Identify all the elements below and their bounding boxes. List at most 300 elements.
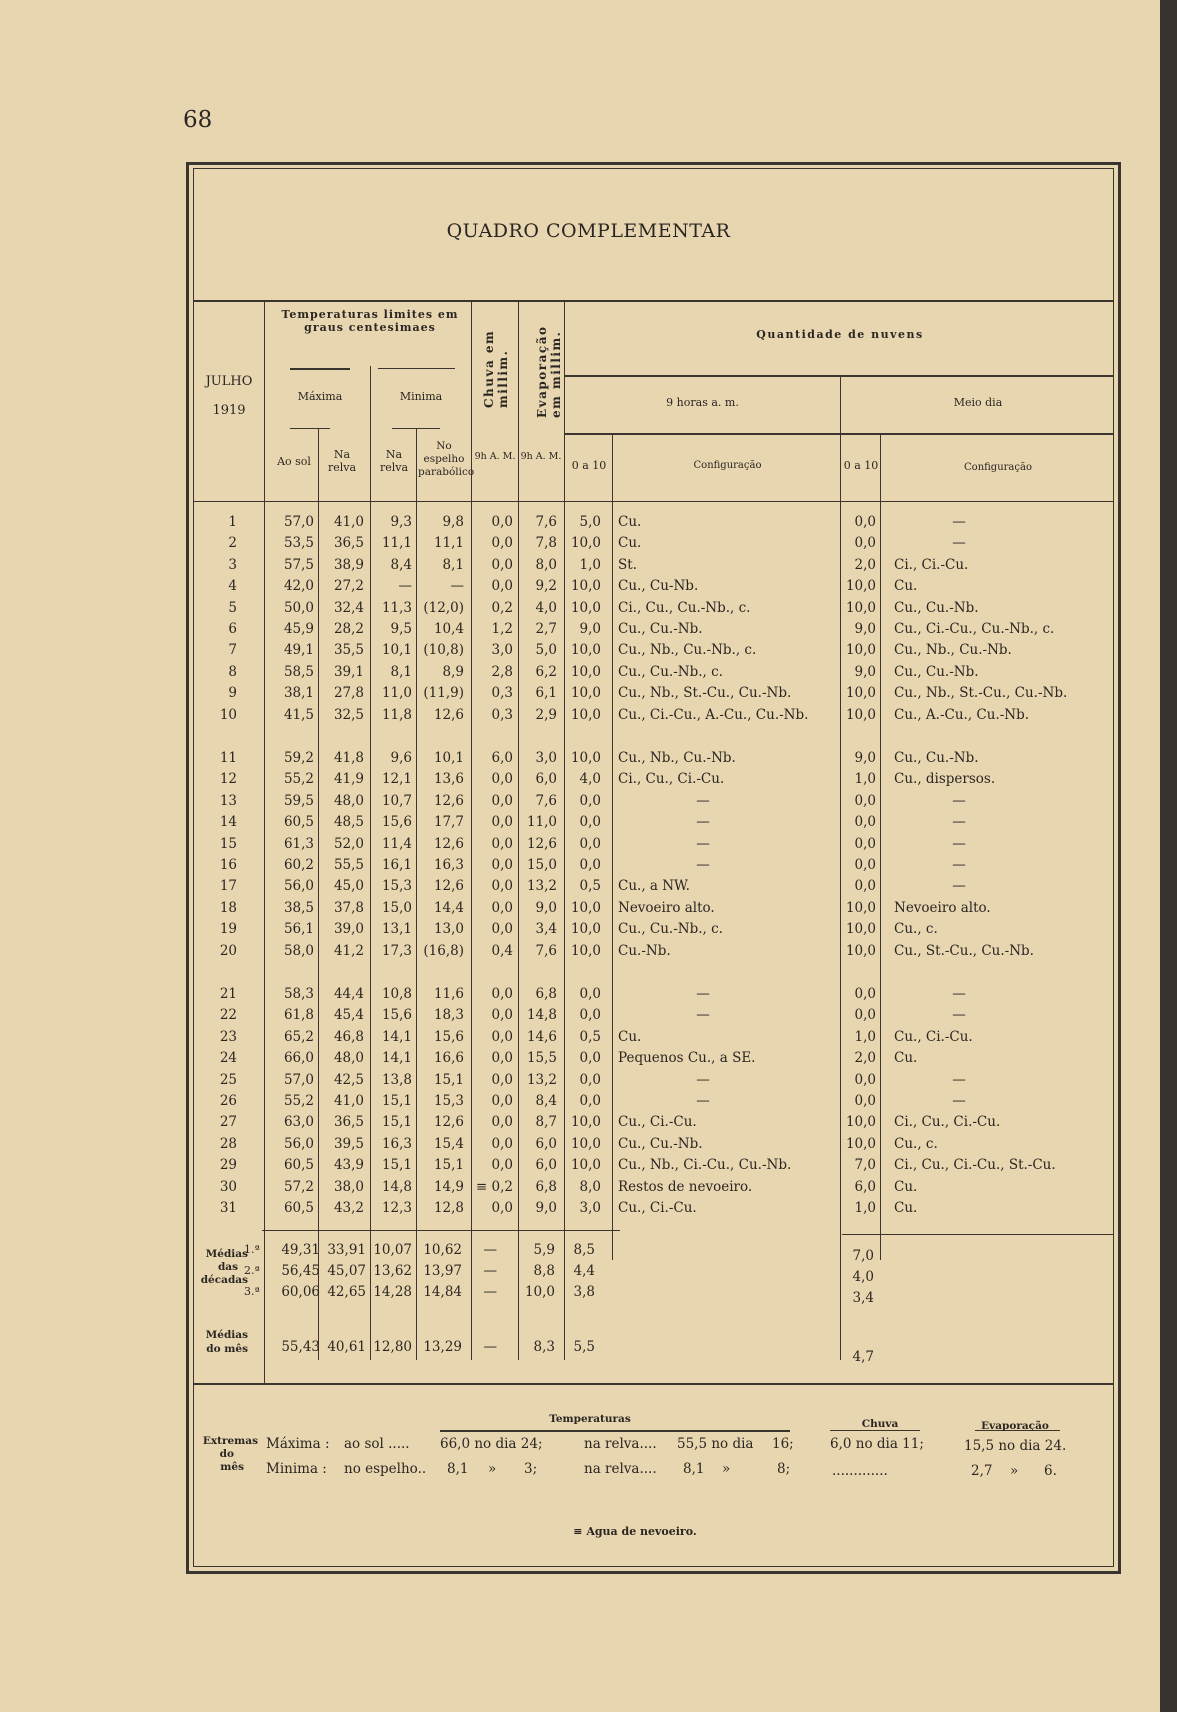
header-na-relva-2: Na relva <box>379 448 409 474</box>
header-ao-sol: Ao sol <box>277 455 311 468</box>
rule-horizontal <box>290 428 330 429</box>
cell-min-na-relva: 8,4 <box>390 556 412 573</box>
cell-espelho: 11,6 <box>433 986 464 1002</box>
cell-min-na-relva: 15,0 <box>381 899 412 916</box>
cell-day: 6 <box>228 621 237 637</box>
cell-max-na-relva: 43,2 <box>333 1200 364 1216</box>
cell-ao-sol: 61,8 <box>283 1007 314 1024</box>
cell-config-9h: — <box>696 986 710 1002</box>
cell-max-na-relva: 48,0 <box>333 1050 364 1067</box>
cell-evaporacao: 8,4 <box>535 1093 557 1109</box>
decada-espelho: 13,97 <box>423 1263 462 1279</box>
cell-chuva: 0,0 <box>491 535 513 552</box>
cell-day: 25 <box>219 1071 237 1088</box>
cell-chuva: 0,0 <box>491 1135 513 1152</box>
cell-config-meio-dia: Cu. <box>894 578 918 595</box>
cell-max-na-relva: 45,4 <box>333 1007 364 1024</box>
decada-nuvens-9h: 4,4 <box>573 1263 595 1279</box>
decada-min-na-relva: 14,28 <box>373 1284 412 1300</box>
cell-chuva: 6,0 <box>491 750 513 766</box>
mes-label: Médias do mês <box>205 1329 248 1355</box>
cell-day: 15 <box>219 835 237 852</box>
cell-chuva: 0,0 <box>491 986 513 1002</box>
cell-chuva: 0,0 <box>491 1200 513 1216</box>
cell-day: 11 <box>219 750 237 766</box>
cell-config-9h: Cu., Ci.-Cu., A.-Cu., Cu.-Nb. <box>618 706 809 723</box>
extremas-max-chuva: 6,0 no dia 11; <box>830 1436 924 1452</box>
cell-max-na-relva: 36,5 <box>333 535 364 552</box>
cell-espelho: 10,1 <box>433 750 464 766</box>
cell-day: 30 <box>219 1178 237 1195</box>
cell-config-meio-dia: Cu., Ci.-Cu. <box>894 1028 973 1045</box>
cell-config-meio-dia: — <box>952 1007 966 1024</box>
cell-nuvens-meio-dia: 2,0 <box>854 1050 876 1067</box>
cell-max-na-relva: 43,9 <box>333 1157 364 1174</box>
rule-horizontal <box>193 300 1114 302</box>
cell-nuvens-meio-dia: 9,0 <box>854 621 876 637</box>
cell-chuva: 0,0 <box>491 835 513 852</box>
cell-min-na-relva: 14,1 <box>381 1050 412 1067</box>
cell-config-9h: — <box>696 857 710 873</box>
cell-max-na-relva: 41,9 <box>333 771 364 788</box>
book-spine-edge <box>1160 0 1177 1712</box>
cell-max-na-relva: 45,0 <box>333 878 364 895</box>
decada-chuva: — <box>483 1242 497 1258</box>
cell-nuvens-meio-dia: 10,0 <box>845 899 876 916</box>
cell-ao-sol: 63,0 <box>283 1114 314 1131</box>
cell-chuva: 0,3 <box>491 685 513 702</box>
cell-evaporacao: 14,8 <box>526 1007 557 1024</box>
cell-nuvens-9h: 10,0 <box>570 642 601 659</box>
cell-evaporacao: 6,2 <box>535 663 557 680</box>
cell-max-na-relva: 36,5 <box>333 1114 364 1131</box>
cell-espelho: (16,8) <box>423 942 464 959</box>
cell-nuvens-meio-dia: 6,0 <box>854 1178 876 1195</box>
cell-config-9h: Ci., Cu., Cu.-Nb., c. <box>618 599 751 616</box>
cell-min-na-relva: 15,6 <box>381 1007 412 1024</box>
cell-config-9h: — <box>696 1093 710 1109</box>
cell-min-na-relva: 15,1 <box>381 1114 412 1131</box>
extremas-min-espelho: no espelho.. <box>344 1461 427 1477</box>
cell-chuva: 2,8 <box>491 663 513 680</box>
cell-evaporacao: 15,5 <box>526 1050 557 1067</box>
cell-max-na-relva: 52,0 <box>333 835 364 852</box>
cell-evaporacao: 8,7 <box>535 1114 557 1131</box>
decada-evaporacao: 8,8 <box>533 1263 555 1279</box>
cell-ao-sol: 65,2 <box>283 1028 314 1045</box>
cell-chuva: 0,0 <box>491 814 513 831</box>
extremas-min-relva-sym: » <box>722 1461 731 1477</box>
cell-min-na-relva: 8,1 <box>390 663 412 680</box>
cell-chuva: 0,0 <box>491 857 513 873</box>
cell-config-9h: — <box>696 814 710 831</box>
cell-nuvens-9h: 10,0 <box>570 1135 601 1152</box>
cell-evaporacao: 9,0 <box>535 1200 557 1216</box>
header-espelho: No espelho parabólico <box>418 440 475 478</box>
cell-max-na-relva: 39,1 <box>333 663 364 680</box>
cell-espelho: 15,1 <box>433 1157 464 1174</box>
cell-min-na-relva: 10,8 <box>381 986 412 1002</box>
cell-espelho: 12,8 <box>433 1200 464 1216</box>
cell-nuvens-9h: 10,0 <box>570 1157 601 1174</box>
cell-config-9h: Cu., Cu.-Nb., c. <box>618 663 723 680</box>
header-na-relva-1: Na relva <box>327 448 357 474</box>
cell-min-na-relva: 13,8 <box>381 1071 412 1088</box>
cell-config-meio-dia: — <box>952 814 966 831</box>
page-number: 68 <box>183 107 213 133</box>
cell-nuvens-meio-dia: 7,0 <box>854 1157 876 1174</box>
extremas-min-espelho-sym: » <box>488 1461 497 1477</box>
rule-horizontal <box>193 1383 1114 1385</box>
cell-nuvens-meio-dia: 10,0 <box>845 1114 876 1131</box>
header-chuva: Chuva em millim. <box>482 329 510 408</box>
cell-config-9h: — <box>696 835 710 852</box>
cell-config-9h: Cu., Ci.-Cu. <box>618 1200 697 1216</box>
cell-evaporacao: 6,0 <box>535 1135 557 1152</box>
cell-evaporacao: 14,6 <box>526 1028 557 1045</box>
cell-evaporacao: 4,0 <box>535 599 557 616</box>
cell-espelho: 18,3 <box>433 1007 464 1024</box>
decada-nuvens-9h: 8,5 <box>573 1242 595 1258</box>
cell-min-na-relva: 10,7 <box>381 792 412 809</box>
cell-nuvens-meio-dia: 0,0 <box>854 514 876 530</box>
mes-nuvens-9h: 5,5 <box>573 1339 595 1355</box>
cell-config-9h: Cu.-Nb. <box>618 942 671 959</box>
cell-nuvens-9h: 3,0 <box>579 1200 601 1216</box>
header-escala-a: 0 a 10 <box>571 459 607 472</box>
cell-evaporacao: 6,0 <box>535 771 557 788</box>
cell-chuva: 0,4 <box>491 942 513 959</box>
cell-ao-sol: 60,5 <box>283 814 314 831</box>
cell-chuva: 0,0 <box>491 1071 513 1088</box>
cell-espelho: 12,6 <box>433 1114 464 1131</box>
cell-day: 24 <box>219 1050 237 1067</box>
decada-espelho: 14,84 <box>423 1284 462 1300</box>
cell-day: 20 <box>219 942 237 959</box>
extremas-min-evap-sym: » <box>1010 1463 1019 1479</box>
cell-ao-sol: 66,0 <box>283 1050 314 1067</box>
cell-nuvens-9h: 10,0 <box>570 942 601 959</box>
rule-horizontal <box>842 1234 1114 1235</box>
cell-config-meio-dia: Ci., Cu., Ci.-Cu., St.-Cu. <box>894 1157 1056 1174</box>
cell-evaporacao: 7,8 <box>535 535 557 552</box>
cell-config-meio-dia: Cu., Cu.-Nb. <box>894 599 979 616</box>
decada-nuvens-meio-dia: 4,0 <box>852 1269 874 1285</box>
cell-day: 22 <box>219 1007 237 1024</box>
cell-evaporacao: 7,6 <box>535 792 557 809</box>
cell-config-meio-dia: — <box>952 535 966 552</box>
cell-nuvens-9h: 0,0 <box>579 1007 601 1024</box>
cell-ao-sol: 53,5 <box>283 535 314 552</box>
cell-config-9h: Nevoeiro alto. <box>618 899 715 916</box>
header-config-b: Configuração <box>964 462 1032 473</box>
cell-chuva: 0,0 <box>491 514 513 530</box>
rule-horizontal <box>440 1430 790 1432</box>
rule-horizontal <box>193 501 1114 502</box>
cell-min-na-relva: 14,8 <box>381 1178 412 1195</box>
cell-min-na-relva: 15,3 <box>381 878 412 895</box>
cell-config-meio-dia: — <box>952 792 966 809</box>
header-year: 1919 <box>212 403 246 418</box>
decada-nuvens-meio-dia: 3,4 <box>852 1290 874 1306</box>
cell-espelho: 15,6 <box>433 1028 464 1045</box>
cell-nuvens-meio-dia: 10,0 <box>845 685 876 702</box>
cell-nuvens-meio-dia: 0,0 <box>854 986 876 1002</box>
cell-config-9h: — <box>696 1071 710 1088</box>
cell-evaporacao: 3,4 <box>535 921 557 938</box>
cell-ao-sol: 57,0 <box>283 1071 314 1088</box>
cell-ao-sol: 58,3 <box>283 986 314 1002</box>
mes-nuvens-meio-dia: 4,7 <box>852 1349 874 1365</box>
mes-chuva: — <box>483 1339 497 1355</box>
cell-ao-sol: 38,1 <box>283 685 314 702</box>
cell-max-na-relva: 41,2 <box>333 942 364 959</box>
cell-evaporacao: 12,6 <box>526 835 557 852</box>
cell-espelho: 8,9 <box>442 663 464 680</box>
decada-espelho: 10,62 <box>423 1242 462 1258</box>
cell-espelho: (11,9) <box>423 685 464 702</box>
cell-chuva: 0,0 <box>491 1093 513 1109</box>
cell-max-na-relva: 42,5 <box>333 1071 364 1088</box>
cell-espelho: 16,6 <box>433 1050 464 1067</box>
cell-nuvens-9h: 0,0 <box>579 1050 601 1067</box>
cell-evaporacao: 7,6 <box>535 942 557 959</box>
cell-config-9h: Cu., Nb., Cu.-Nb. <box>618 750 736 766</box>
rule-vertical <box>880 433 881 1260</box>
cell-evaporacao: 6,0 <box>535 1157 557 1174</box>
cell-nuvens-meio-dia: 2,0 <box>854 556 876 573</box>
cell-day: 31 <box>219 1200 237 1216</box>
footnote: ≡ Agua de nevoeiro. <box>573 1525 697 1538</box>
cell-espelho: 17,7 <box>433 814 464 831</box>
extremas-h-chuva: Chuva <box>861 1418 899 1430</box>
cell-chuva: 0,2 <box>491 599 513 616</box>
cell-ao-sol: 56,0 <box>283 1135 314 1152</box>
rule-vertical <box>370 366 371 1360</box>
cell-ao-sol: 60,5 <box>283 1157 314 1174</box>
cell-max-na-relva: 41,0 <box>333 1093 364 1109</box>
cell-espelho: 15,4 <box>433 1135 464 1152</box>
cell-nuvens-9h: 0,0 <box>579 1093 601 1109</box>
cell-config-9h: Cu., Nb., Ci.-Cu., Cu.-Nb. <box>618 1157 792 1174</box>
cell-max-na-relva: 27,2 <box>333 578 364 595</box>
cell-nuvens-9h: 0,5 <box>579 878 601 895</box>
cell-chuva: 0,0 <box>491 556 513 573</box>
cell-min-na-relva: 14,1 <box>381 1028 412 1045</box>
cell-config-meio-dia: Cu. <box>894 1200 918 1216</box>
extremas-min-evap-val: 2,7 <box>971 1463 993 1479</box>
cell-ao-sol: 42,0 <box>283 578 314 595</box>
cell-day: 18 <box>219 899 237 916</box>
cell-day: 23 <box>219 1028 237 1045</box>
decada-chuva: — <box>483 1284 497 1300</box>
cell-config-meio-dia: — <box>952 857 966 873</box>
cell-nuvens-9h: 10,0 <box>570 899 601 916</box>
cell-evaporacao: 8,0 <box>535 556 557 573</box>
cell-max-na-relva: 55,5 <box>333 857 364 873</box>
decada-ao-sol: 49,31 <box>281 1242 320 1258</box>
cell-max-na-relva: 48,5 <box>333 814 364 831</box>
cell-evaporacao: 13,2 <box>526 878 557 895</box>
cell-max-na-relva: 41,0 <box>333 514 364 530</box>
header-max: Máxima <box>297 390 343 403</box>
cell-config-meio-dia: Cu., dispersos. <box>894 771 996 788</box>
cell-nuvens-meio-dia: 1,0 <box>854 771 876 788</box>
cell-config-meio-dia: Ci., Ci.-Cu. <box>894 556 969 573</box>
cell-evaporacao: 7,6 <box>535 514 557 530</box>
cell-min-na-relva: 15,1 <box>381 1093 412 1109</box>
cell-config-meio-dia: — <box>952 1071 966 1088</box>
cell-config-9h: — <box>696 1007 710 1024</box>
cell-nuvens-9h: 10,0 <box>570 599 601 616</box>
decada-nuvens-meio-dia: 7,0 <box>852 1248 874 1264</box>
cell-chuva: 0,0 <box>491 1157 513 1174</box>
cell-ao-sol: 61,3 <box>283 835 314 852</box>
cell-config-meio-dia: Cu., c. <box>894 921 938 938</box>
cell-chuva: 0,0 <box>491 899 513 916</box>
cell-ao-sol: 60,5 <box>283 1200 314 1216</box>
header-min: Minima <box>399 390 443 403</box>
cell-config-9h: Restos de nevoeiro. <box>618 1178 753 1195</box>
cell-ao-sol: 59,5 <box>283 792 314 809</box>
cell-ao-sol: 57,0 <box>283 514 314 530</box>
cell-config-9h: Cu. <box>618 535 642 552</box>
cell-config-meio-dia: Cu., c. <box>894 1135 938 1152</box>
cell-espelho: (10,8) <box>423 642 464 659</box>
cell-nuvens-meio-dia: 0,0 <box>854 1071 876 1088</box>
cell-max-na-relva: 38,9 <box>333 556 364 573</box>
cell-day: 1 <box>228 514 237 530</box>
cell-max-na-relva: 37,8 <box>333 899 364 916</box>
cell-day: 29 <box>219 1157 237 1174</box>
rule-horizontal <box>378 368 455 369</box>
cell-espelho: 12,6 <box>433 835 464 852</box>
extremas-h-evaporacao: Evaporação <box>981 1420 1049 1432</box>
decada-evaporacao: 5,9 <box>533 1242 555 1258</box>
cell-nuvens-9h: 0,0 <box>579 792 601 809</box>
cell-nuvens-9h: 10,0 <box>570 921 601 938</box>
cell-espelho: 11,1 <box>433 535 464 552</box>
cell-day: 28 <box>219 1135 237 1152</box>
cell-nuvens-meio-dia: 0,0 <box>854 792 876 809</box>
cell-espelho: 9,8 <box>442 514 464 530</box>
cell-config-meio-dia: — <box>952 1093 966 1109</box>
header-9-horas: 9 horas a. m. <box>666 396 739 409</box>
rule-vertical <box>416 428 417 1360</box>
cell-evaporacao: 9,0 <box>535 899 557 916</box>
decada-max-na-relva: 42,65 <box>327 1284 366 1300</box>
cell-nuvens-9h: 10,0 <box>570 750 601 766</box>
cell-espelho: 10,4 <box>433 621 464 637</box>
extremas-max-evap: 15,5 no dia 24. <box>964 1438 1067 1454</box>
cell-espelho: 13,0 <box>433 921 464 938</box>
cell-max-na-relva: 27,8 <box>333 685 364 702</box>
cell-day: 19 <box>219 921 237 938</box>
cell-nuvens-meio-dia: 0,0 <box>854 857 876 873</box>
cell-nuvens-9h: 9,0 <box>579 621 601 637</box>
cell-config-meio-dia: Cu., Ci.-Cu., Cu.-Nb., c. <box>894 621 1055 637</box>
cell-nuvens-meio-dia: 10,0 <box>845 642 876 659</box>
cell-max-na-relva: 46,8 <box>333 1028 364 1045</box>
cell-config-meio-dia: Ci., Cu., Ci.-Cu. <box>894 1114 1001 1131</box>
extremas-max-relva-val: 55,5 no dia <box>677 1436 754 1452</box>
header-9h-b: 9h A. M. <box>520 451 562 462</box>
cell-nuvens-meio-dia: 9,0 <box>854 663 876 680</box>
cell-day: 8 <box>228 663 237 680</box>
cell-config-meio-dia: Cu., Nb., Cu.-Nb. <box>894 642 1012 659</box>
cell-config-meio-dia: — <box>952 514 966 530</box>
cell-nuvens-9h: 1,0 <box>579 556 601 573</box>
cell-espelho: 13,6 <box>433 771 464 788</box>
header-meio-dia: Meio dia <box>953 396 1003 409</box>
cell-nuvens-meio-dia: 0,0 <box>854 1007 876 1024</box>
cell-evaporacao: 6,8 <box>535 1178 557 1195</box>
cell-nuvens-meio-dia: 0,0 <box>854 1093 876 1109</box>
cell-config-9h: Ci., Cu., Ci.-Cu. <box>618 771 725 788</box>
extremas-min-relva-day: 8; <box>777 1461 791 1477</box>
cell-ao-sol: 56,0 <box>283 878 314 895</box>
decada-nuvens-9h: 3,8 <box>573 1284 595 1300</box>
decada-ao-sol: 60,06 <box>281 1284 320 1300</box>
extremas-min-label: Minima : <box>266 1461 327 1477</box>
cell-chuva: ≡ 0,2 <box>475 1178 513 1195</box>
mes-ao-sol: 55,43 <box>281 1339 320 1355</box>
cell-ao-sol: 45,9 <box>283 621 314 637</box>
cell-min-na-relva: 9,6 <box>390 750 412 766</box>
cell-ao-sol: 58,5 <box>283 663 314 680</box>
cell-config-9h: St. <box>618 556 637 573</box>
decada-max-na-relva: 45,07 <box>327 1263 366 1279</box>
cell-config-9h: Cu., Nb., St.-Cu., Cu.-Nb. <box>618 685 792 702</box>
cell-min-na-relva: 15,6 <box>381 814 412 831</box>
cell-max-na-relva: 41,8 <box>333 750 364 766</box>
cell-chuva: 0,3 <box>491 706 513 723</box>
cell-config-9h: Cu. <box>618 514 642 530</box>
cell-chuva: 0,0 <box>491 1028 513 1045</box>
cell-chuva: 0,0 <box>491 1050 513 1067</box>
cell-config-meio-dia: — <box>952 986 966 1002</box>
cell-max-na-relva: 39,0 <box>333 921 364 938</box>
cell-min-na-relva: 9,3 <box>390 514 412 530</box>
cell-espelho: 12,6 <box>433 706 464 723</box>
extremas-max-sol-val: 66,0 no dia 24; <box>440 1436 543 1452</box>
cell-max-na-relva: 39,5 <box>333 1135 364 1152</box>
cell-evaporacao: 6,1 <box>535 685 557 702</box>
cell-day: 5 <box>228 599 237 616</box>
cell-evaporacao: 2,7 <box>535 621 557 637</box>
cell-ao-sol: 41,5 <box>283 706 314 723</box>
extremas-min-relva-val: 8,1 <box>683 1461 705 1477</box>
cell-nuvens-meio-dia: 0,0 <box>854 535 876 552</box>
cell-espelho: 8,1 <box>442 556 464 573</box>
cell-evaporacao: 11,0 <box>526 814 557 831</box>
decada-chuva: — <box>483 1263 497 1279</box>
cell-evaporacao: 9,2 <box>535 578 557 595</box>
cell-nuvens-9h: 0,0 <box>579 814 601 831</box>
header-temp-group: Temperaturas limites em graus centesimaes <box>281 308 459 334</box>
cell-nuvens-9h: 10,0 <box>570 706 601 723</box>
header-nuvens: Quantidade de nuvens <box>756 328 924 341</box>
cell-day: 10 <box>219 706 237 723</box>
cell-min-na-relva: 11,8 <box>381 706 412 723</box>
extremas-max-label: Máxima : <box>266 1436 330 1452</box>
cell-min-na-relva: 11,1 <box>381 535 412 552</box>
cell-min-na-relva: 11,3 <box>381 599 412 616</box>
cell-espelho: 15,3 <box>433 1093 464 1109</box>
extremas-min-relva: na relva.... <box>584 1461 657 1477</box>
extremas-min-chuva: ............. <box>832 1463 888 1479</box>
cell-ao-sol: 57,5 <box>283 556 314 573</box>
